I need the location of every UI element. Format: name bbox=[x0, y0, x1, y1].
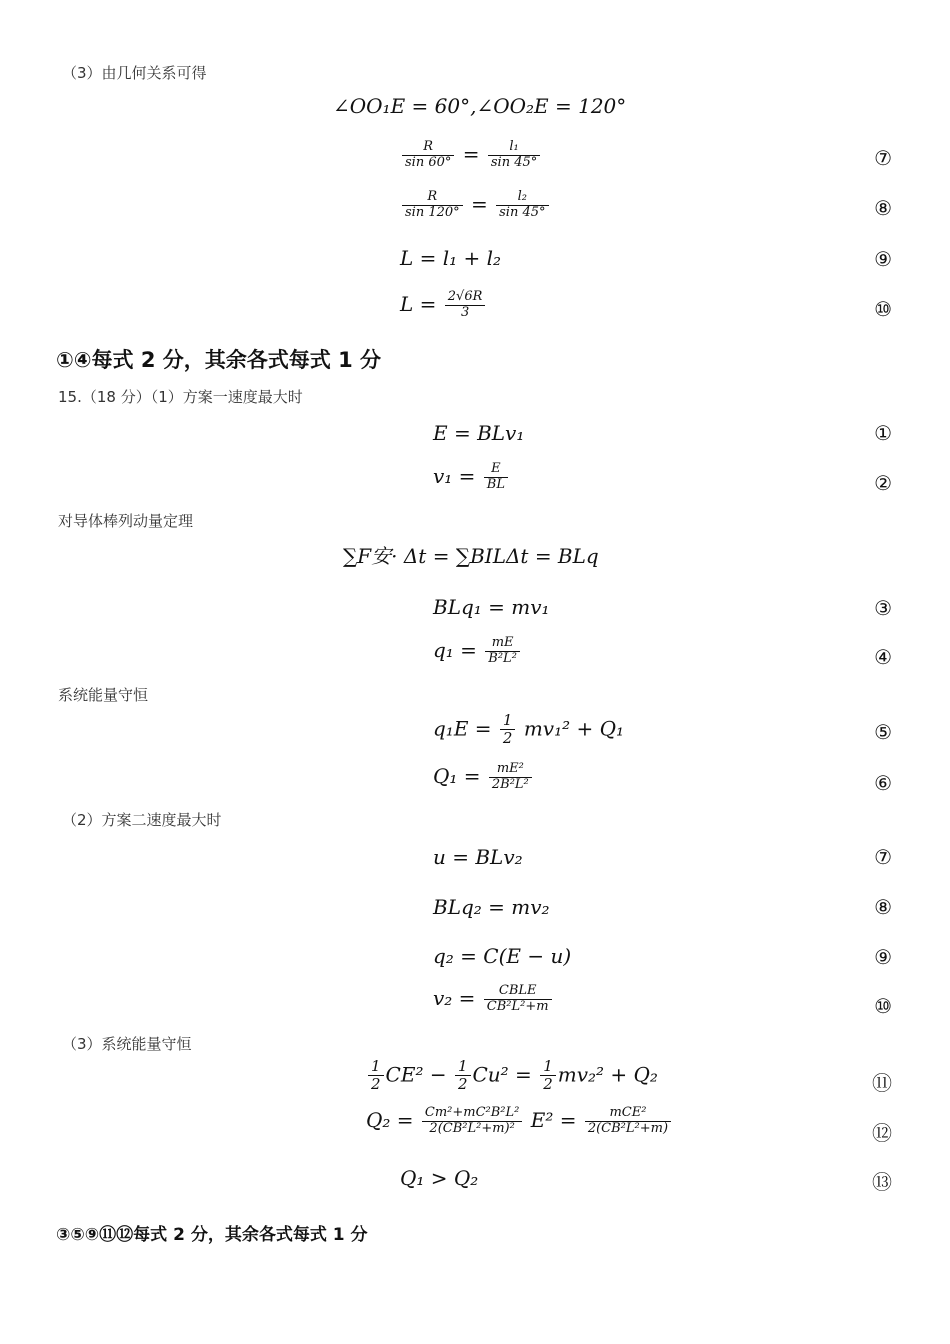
equation-e4: q₁ = $\frac{mE}{\text{B²L²}}$ bbox=[433, 636, 522, 667]
equation-marker: ⑨ bbox=[874, 945, 892, 969]
equation-e13: Q₁ > Q₂ bbox=[400, 1166, 479, 1190]
equation-e2: v₁ = $\frac{E}{BL}$ bbox=[433, 462, 510, 493]
equation-e9: q₂ = C(E − u) bbox=[433, 944, 572, 968]
equation-l2: $\frac{R}{\sin 120^\circ}$ = $\frac{\text{l₂}}{\sin 45^\circ}$ bbox=[400, 190, 551, 221]
equation-marker: ⑧ bbox=[874, 895, 892, 919]
energy-heading: 系统能量守恒 bbox=[58, 686, 149, 704]
equation-e3: BLq₁ = mv₁ bbox=[433, 595, 550, 619]
equation-e6: Q₁ = $\frac{\text{mE²}}{\text{2B²L²}}$ bbox=[433, 762, 534, 793]
scoring-note-2: ③⑤⑨⑪⑫每式 2 分，其余各式每式 1 分 bbox=[56, 1225, 368, 1245]
equation-marker: ⑫ bbox=[872, 1121, 892, 1145]
equation-marker: ① bbox=[874, 421, 892, 445]
equation-e1: E = BLv₁ bbox=[433, 421, 525, 445]
equation-marker: ⑤ bbox=[874, 720, 892, 744]
equation-marker: ⑨ bbox=[874, 247, 892, 271]
equation-marker: ⑦ bbox=[874, 146, 892, 170]
equation-e5: q₁E = $\frac{1}{2}$ mv₁² + Q₁ bbox=[433, 711, 624, 748]
equation-marker: ③ bbox=[874, 596, 892, 620]
equation-marker: ⑧ bbox=[874, 196, 892, 220]
equation-marker: ⑩ bbox=[874, 297, 892, 321]
part2-heading: （2）方案二速度最大时 bbox=[62, 811, 222, 829]
part3-geometry-heading: （3）由几何关系可得 bbox=[62, 64, 207, 82]
equation-marker: ⑦ bbox=[874, 845, 892, 869]
momentum-heading: 对导体棒列动量定理 bbox=[58, 512, 194, 530]
equation-L-sum: L = l₁ + l₂ bbox=[400, 246, 502, 270]
equation-marker: ⑬ bbox=[872, 1170, 892, 1194]
q15-heading: 15.（18 分）（1）方案一速度最大时 bbox=[58, 388, 303, 406]
part3-energy-heading: （3）系统能量守恒 bbox=[62, 1035, 192, 1053]
scoring-note-1: ①④每式 2 分，其余各式每式 1 分 bbox=[56, 348, 382, 372]
equation-marker: ⑪ bbox=[872, 1071, 892, 1095]
equation-e8: BLq₂ = mv₂ bbox=[433, 895, 550, 919]
equation-e10: v₂ = $\frac{\text{CBLE}}{\text{CB²L²+m}}$ bbox=[433, 984, 554, 1015]
equation-L-value: L = $\frac{2√6R}{3}$ bbox=[400, 290, 487, 321]
equation-marker: ② bbox=[874, 471, 892, 495]
equation-marker: ④ bbox=[874, 645, 892, 669]
angle-equation: ∠OO₁E = 60°,∠OO₂E = 120° bbox=[333, 94, 627, 118]
equation-marker: ⑥ bbox=[874, 771, 892, 795]
equation-e12: Q₂ = $\frac{\text{Cm²+mC²B²L²}}{\text{2(CB²L²+m)²}}$ E² = $\frac{\text{mCE²}}{\text{2(CB²L²+m)}}$ bbox=[366, 1106, 673, 1137]
equation-e7: u = BLv₂ bbox=[433, 845, 523, 869]
equation-l1: $\frac{R}{\sin 60^\circ}$ = $\frac{\text{l₁}}{\sin 45^\circ}$ bbox=[400, 140, 542, 171]
equation-e11: $\frac{1}{2}$ CE² − $\frac{1}{2}$ Cu² = $\frac{1}{2}$ mv₂² + Q₂ bbox=[366, 1058, 658, 1094]
equation-marker: ⑩ bbox=[874, 994, 892, 1018]
momentum-equation: ∑F安· Δt = ∑BILΔt = BLq bbox=[343, 544, 599, 568]
